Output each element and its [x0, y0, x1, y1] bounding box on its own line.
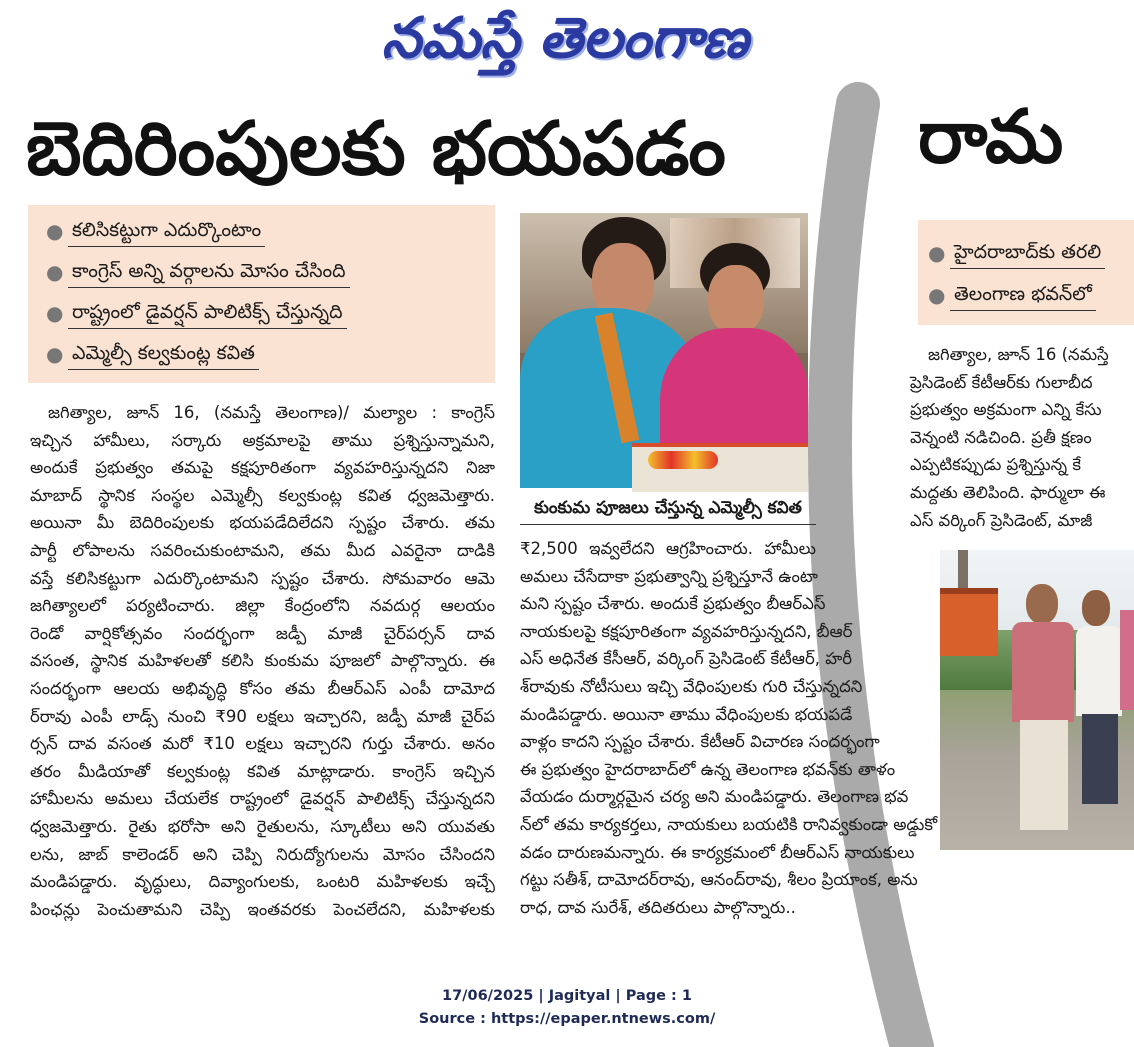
- adjacent-story-body-column: [910, 341, 1134, 536]
- body-line: రెండో వార్షికోత్సవం సందర్భంగా జడ్పీ మాజీ చైర్‌పర్సన్ దావ: [30, 623, 495, 643]
- body-line: రాధ, దావ సురేశ్, తదితరులు పాల్గొన్నారు..: [520, 897, 796, 917]
- story-body-left-column: [30, 399, 495, 929]
- body-line: వేయడం దుర్మార్గమైన చర్య అని మండిపడ్డారు. తెలంగాణ భవ: [520, 787, 909, 807]
- body-line: వసంత, స్థానిక మహిళలతో కలిసి కుంకుమ పూజలో పాల్గొన్నారు. ఈ: [30, 651, 495, 671]
- photo-man-1-pants: [1020, 720, 1068, 830]
- body-line: పింఛన్లు పెంచుతామని చెప్పి ఇంతవరకు పెంచలేదని, మహిళలకు: [30, 899, 495, 919]
- body-line: ₹2,500 ఇవ్వలేదని ఆగ్రహించారు. హామీలు: [520, 539, 816, 558]
- body-line: ఎస్ అధినేత కేసీఆర్, వర్కింగ్ ప్రెసిడెంట్ కేటీఆర్, హరీ: [520, 649, 853, 669]
- body-line: జగిత్యాలలో పర్యటించారు. జిల్లా కేంద్రంలోని నవదుర్గ ఆలయం: [30, 596, 495, 616]
- bullet-icon: ●: [46, 219, 64, 243]
- body-line: శ్‌రావుకు నోటీసులు ఇచ్చి వేధింపులకు గురి చేస్తున్నదని: [520, 676, 863, 696]
- highlight-text: హైదరాబాద్‌కు తరలి: [950, 236, 1105, 269]
- body-line: ధ్వజమెత్తారు. రైతు భరోసా అని రైతులను, స్కూటీలు అని యువతు: [30, 816, 495, 836]
- highlight-item: [46, 255, 487, 291]
- body-line: పార్టీ లోపాలను సవరించుకుంటామని, తమ మీద ఎవరైనా దాడికి: [30, 540, 495, 560]
- body-line: అమలు చేసేదాకా ప్రభుత్వాన్ని ప్రశ్నిస్తూనే ఉంటా: [520, 566, 818, 586]
- photo-man-1-head: [1026, 584, 1058, 624]
- bullet-icon: ●: [46, 342, 64, 366]
- adjacent-story-highlights: [918, 220, 1134, 325]
- body-line: న్‌లో తమ కార్యకర్తలు, నాయకులు బయటికి రానివ్వకుండా అడ్డుకో: [520, 814, 938, 834]
- story-headline: బెదిరింపులకు భయపడం: [26, 106, 726, 192]
- body-line: ప్రభుత్వం అక్రమంగా ఎన్ని కేసు: [910, 400, 1102, 420]
- body-line: అయినా మీ బెదిరింపులకు భయపడేదిలేదని స్పష్టం చేశారు. తమ: [30, 513, 495, 533]
- adjacent-story-headline: రామ: [918, 94, 1064, 180]
- highlight-item: [928, 236, 1134, 272]
- photo-man-1-shirt: [1012, 622, 1074, 722]
- body-line: మని స్పష్టం చేశారు. అందుకే ప్రభుత్వం బీఆర్‌ఎస్: [520, 594, 826, 614]
- body-line: మద్దతు తెలిపింది. ఫార్ములా ఈ: [910, 482, 1106, 502]
- body-line: నాయకులపై కక్షపూరితంగా వ్యవహరిస్తున్నదని, బీఆర్: [520, 621, 853, 641]
- body-line: ర్సన్ దావ వసంత మరో ₹10 లక్షలు ఇచ్చారని గుర్తు చేశారు. అనం: [30, 734, 495, 754]
- photo-man-3-shirt: [1120, 610, 1134, 710]
- masthead-logo: నమస్తే తెలంగాణ: [381, 6, 749, 71]
- body-line: హామీలను అమలు చేయలేక రాష్ట్రంలో డైవర్షన్ పాలిటిక్స్ చేస్తున్నదని: [30, 789, 495, 809]
- source-line: Source : https://epaper.ntnews.com/: [418, 1011, 716, 1027]
- body-line: ఎప్పటికప్పుడు ప్రశ్నిస్తున్న కే: [910, 455, 1081, 475]
- body-line: అందుకే ప్రభుత్వం తమపై కక్షపూరితంగా వ్యవహరిస్తున్నదని నిజా: [30, 458, 495, 478]
- edition-info: 17/06/2025 | Jagityal | Page : 1: [442, 988, 692, 1004]
- photo-caption: కుంకుమ పూజలు చేస్తున్న ఎమ్మెల్సీ కవిత: [520, 492, 816, 525]
- adjacent-story-photo: [940, 550, 1134, 850]
- body-line: జగిత్యాల, జూన్ 16 (నమస్తే: [928, 345, 1109, 364]
- body-line: ఈ ప్రభుత్వం హైదరాబాద్‌లో ఉన్న తెలంగాణ భవన్‌కు తాళం: [520, 759, 896, 779]
- bullet-icon: ●: [928, 241, 946, 265]
- body-line: వాళ్లం కాదని స్పష్టం చేశారు. కేటీఆర్ విచారణ సందర్భంగా: [520, 732, 880, 752]
- highlight-text: తెలంగాణ భవన్‌లో: [950, 278, 1096, 311]
- story-highlights: [28, 205, 495, 383]
- highlight-item: [46, 214, 487, 250]
- body-line: జగిత్యాల, జూన్ 16, (నమస్తే తెలంగాణ)/ మల్యాల : కాంగ్రెస్: [48, 403, 495, 422]
- photo-man-2-pants: [1082, 714, 1118, 804]
- body-line: గట్టు సతీశ్, దామోదర్‌రావు, ఆనంద్‌రావు, శీలం ప్రియాంక, అను: [520, 870, 918, 890]
- story-body-middle-column: [520, 535, 938, 930]
- highlight-text: ఎమ్మెల్సీ కల్వకుంట్ల కవిత: [68, 337, 259, 370]
- bullet-icon: ●: [46, 260, 64, 284]
- highlight-item: [928, 278, 1134, 314]
- body-line: ఇచ్చిన హామీలు, సర్కారు అక్రమాలపై తాము ప్రశ్నిస్తున్నామని,: [30, 430, 495, 450]
- photo-woman-right-face: [708, 265, 764, 335]
- body-line: ర్‌రావు ఎంపీ లాడ్స్ నుంచి ₹90 లక్షలు ఇచ్చారని, జడ్పీ మాజీ చైర్‌ప: [30, 706, 495, 726]
- body-line: మండిపడ్డారు. అయినా తాము వేధింపులకు భయపడే: [520, 704, 853, 724]
- body-line: వస్తే కలిసికట్టుగా ఎదుర్కొంటామని స్పష్టం చేశారు. సోమవారం ఆమె: [30, 568, 495, 588]
- story-photo: [520, 213, 808, 488]
- photo-man-2-head: [1082, 590, 1110, 626]
- body-line: ప్రెసిడెంట్ కేటీఆర్‌కు గులాబీద: [910, 372, 1093, 392]
- body-line: సందర్భంగా ఆలయ అభివృద్ధి కోసం తమ బీఆర్‌ఎస్ ఎంపీ దామోద: [30, 678, 495, 698]
- photo-man-2-shirt: [1076, 626, 1122, 716]
- photo-truck: [940, 588, 998, 656]
- highlight-item: [46, 337, 487, 373]
- bullet-icon: ●: [46, 301, 64, 325]
- body-line: వెన్నంటి నడిచింది. ప్రతీ క్షణం: [910, 427, 1092, 447]
- highlight-text: రాష్ట్రంలో డైవర్షన్ పాలిటిక్స్ చేస్తున్నది: [68, 296, 347, 329]
- bullet-icon: ●: [928, 283, 946, 307]
- body-line: మాబాద్ స్థానిక సంస్థల ఎమ్మెల్సీ కల్వకుంట్ల కవిత ధ్వజమెత్తారు.: [30, 485, 495, 505]
- photo-flowers: [648, 451, 718, 469]
- highlight-text: కాంగ్రెస్ అన్ని వర్గాలను మోసం చేసింది: [68, 255, 350, 288]
- body-line: తరం మీడియాతో కల్వకుంట్ల కవిత మాట్లాడారు. కాంగ్రెస్ ఇచ్చిన: [30, 761, 495, 781]
- body-line: మండిపడ్డారు. వృద్ధులు, దివ్యాంగులకు, ఒంటరి మహిళలకు ఇచ్చే: [30, 872, 495, 892]
- body-line: ఎస్ వర్కింగ్ ప్రెసిడెంట్, మాజీ: [910, 510, 1093, 530]
- highlight-text: కలిసికట్టుగా ఎదుర్కొంటాం: [68, 214, 265, 247]
- body-line: వడం దారుణమన్నారు. ఈ కార్యక్రమంలో బీఆర్‌ఎస్ నాయకులు: [520, 842, 915, 862]
- body-line: లను, జాబ్ కాలెండర్ అని చెప్పి నిరుద్యోగులను మోసం చేసిందని: [30, 844, 495, 864]
- highlight-item: [46, 296, 487, 332]
